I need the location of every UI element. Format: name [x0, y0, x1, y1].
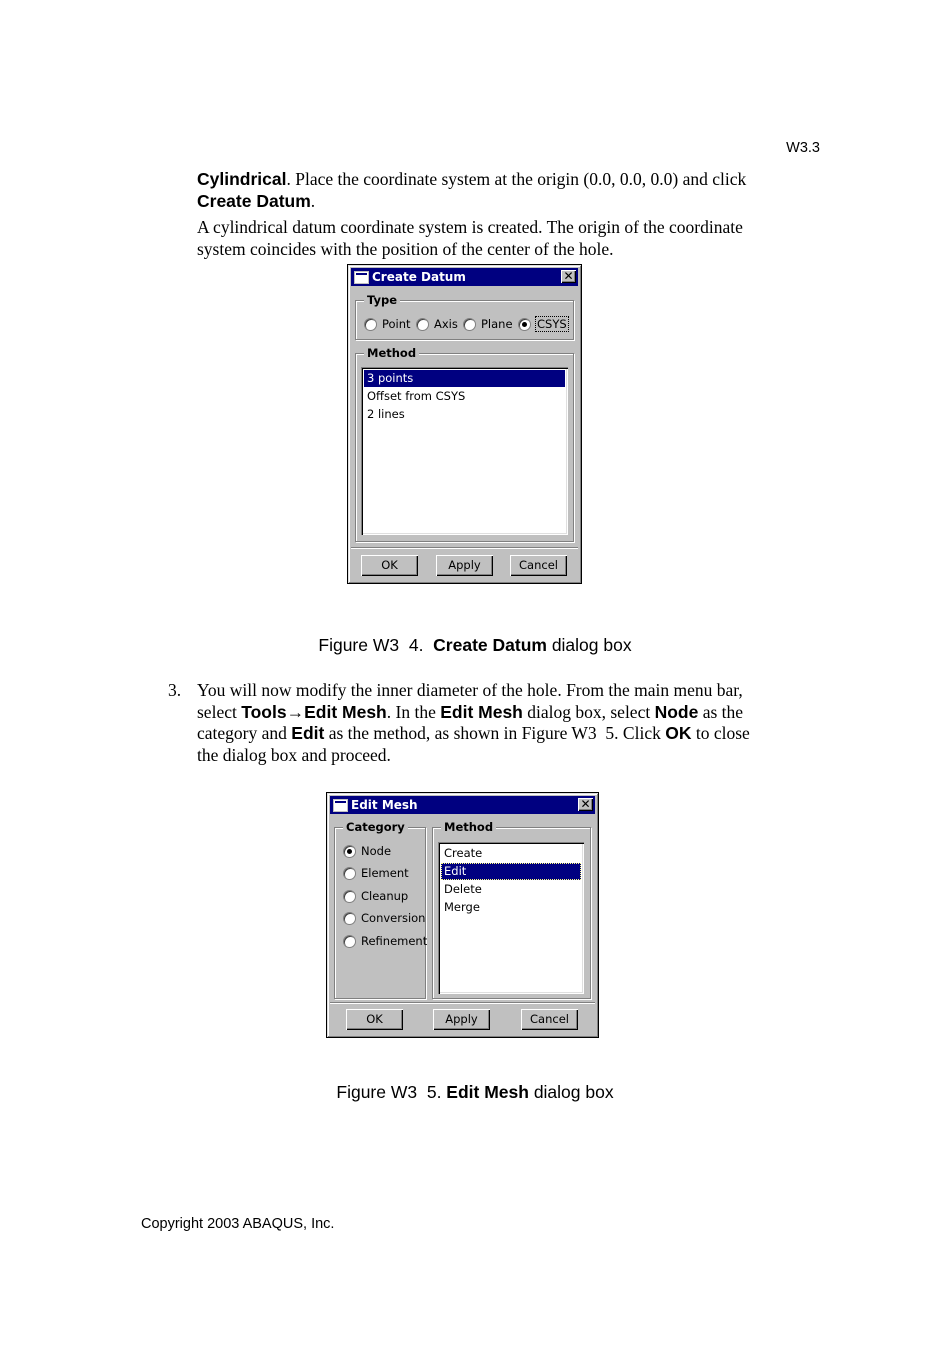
radio-label: Plane [481, 317, 513, 331]
cancel-button[interactable]: Cancel [510, 555, 567, 576]
caption-suffix: dialog box [546, 635, 632, 655]
radio-label: Point [382, 317, 411, 331]
copyright-footer: Copyright 2003 ABAQUS, Inc. [141, 1216, 335, 1232]
radio-label: Axis [434, 317, 458, 331]
text-span: as the method, as shown in Figure W3 5. Click [324, 723, 666, 743]
radio-element[interactable] [343, 866, 409, 880]
step-number: 3. [168, 680, 182, 700]
radio-button-selected-icon [518, 318, 531, 331]
close-button[interactable]: ✕ [561, 270, 576, 283]
radio-plane[interactable] [463, 317, 513, 331]
text-span: category and [197, 723, 292, 743]
step2-result-paragraph [197, 217, 817, 260]
bold-term: Tools [241, 701, 287, 722]
method-group [432, 820, 591, 999]
bold-term: Edit [291, 723, 325, 743]
method-group [355, 346, 574, 542]
radio-axis[interactable] [416, 317, 458, 331]
radio-button-icon [364, 318, 377, 331]
bold-term: Edit Mesh [304, 701, 387, 722]
type-group-label: Type [364, 293, 400, 307]
step2-paragraph [197, 169, 817, 212]
close-button[interactable]: ✕ [578, 798, 593, 811]
divider [330, 1002, 595, 1004]
window-icon [354, 271, 369, 284]
create-datum-dialog [347, 264, 582, 584]
radio-button-icon [343, 935, 356, 948]
radio-label: Conversion [361, 911, 426, 925]
text-line [197, 723, 827, 745]
bold-term: Node [654, 701, 699, 722]
text-span: . Place the coordinate system at the origin (0.0, 0.0, 0.0) and click [286, 169, 747, 189]
radio-button-icon [343, 890, 356, 903]
bold-term: Cylindrical [197, 169, 287, 189]
list-item[interactable]: Edit [441, 863, 581, 880]
radio-node[interactable] [343, 844, 391, 858]
text-line: You will now modify the inner diameter of the hole. From the main menu bar, [197, 680, 743, 700]
text-span: dialog box, select [522, 701, 655, 722]
dialog-titlebar[interactable] [330, 796, 595, 814]
radio-button-icon [463, 318, 476, 331]
ok-button[interactable]: OK [361, 555, 418, 576]
bold-term: Edit Mesh [440, 701, 523, 722]
text-line: the dialog box and proceed. [197, 744, 391, 765]
step3-paragraph [197, 680, 827, 766]
radio-button-icon [416, 318, 429, 331]
caption-prefix: Figure W3 4. [318, 635, 434, 655]
list-item[interactable]: Create [444, 846, 483, 860]
method-listbox[interactable] [438, 842, 584, 994]
radio-cleanup[interactable] [343, 889, 408, 903]
category-group-label: Category [343, 820, 408, 834]
bold-term: Create Datum [197, 190, 311, 211]
radio-label: CSYS [537, 317, 567, 331]
text-span: . In the [386, 701, 441, 722]
radio-label: Cleanup [361, 889, 409, 903]
dialog-title: Edit Mesh [351, 798, 418, 812]
edit-mesh-dialog [326, 792, 599, 1038]
method-group-label: Method [364, 346, 419, 360]
dialog-title: Create Datum [372, 270, 466, 284]
list-item[interactable]: Merge [444, 900, 480, 914]
radio-refinement[interactable] [343, 934, 427, 948]
method-group-label: Method [441, 820, 496, 834]
method-listbox[interactable] [361, 367, 568, 535]
window-icon [333, 799, 348, 812]
list-item[interactable]: Offset from CSYS [367, 389, 466, 403]
text-span: to close [691, 723, 750, 743]
arrow-icon: → [286, 701, 305, 722]
caption-prefix: Figure W3 5. [336, 1082, 447, 1102]
radio-button-icon [343, 867, 356, 880]
bold-term: OK [665, 723, 692, 743]
list-item[interactable]: 2 lines [367, 407, 405, 421]
text-line: system coincides with the position of the center of the hole. [197, 238, 614, 259]
radio-conversion[interactable] [343, 911, 425, 925]
text-span: select [197, 701, 242, 722]
radio-button-selected-icon [343, 845, 356, 858]
text-span: . [310, 190, 316, 211]
figure-caption [0, 1082, 950, 1103]
category-group [334, 820, 428, 999]
radio-button-icon [343, 912, 356, 925]
divider [351, 547, 578, 549]
radio-label: Refinement [361, 934, 428, 948]
text-line [197, 702, 827, 724]
radio-label: Node [361, 844, 392, 858]
apply-button[interactable]: Apply [436, 555, 493, 576]
text-line: A cylindrical datum coordinate system is created. The origin of the coordinate [197, 217, 743, 237]
cancel-button[interactable]: Cancel [521, 1009, 578, 1030]
radio-point[interactable] [364, 317, 411, 331]
radio-label: Element [361, 866, 409, 880]
caption-bold: Create Datum [433, 635, 547, 655]
page-number: W3.3 [786, 140, 820, 156]
list-item[interactable]: 3 points [364, 370, 565, 387]
caption-suffix: dialog box [528, 1082, 614, 1102]
list-item[interactable]: Delete [444, 882, 482, 896]
caption-bold: Edit Mesh [446, 1082, 529, 1102]
dialog-titlebar[interactable] [351, 268, 578, 286]
ok-button[interactable]: OK [346, 1009, 403, 1030]
figure-caption [0, 635, 950, 656]
apply-button[interactable]: Apply [433, 1009, 490, 1030]
text-span: as the [698, 701, 744, 722]
type-group [355, 293, 574, 340]
radio-csys[interactable] [518, 317, 568, 331]
